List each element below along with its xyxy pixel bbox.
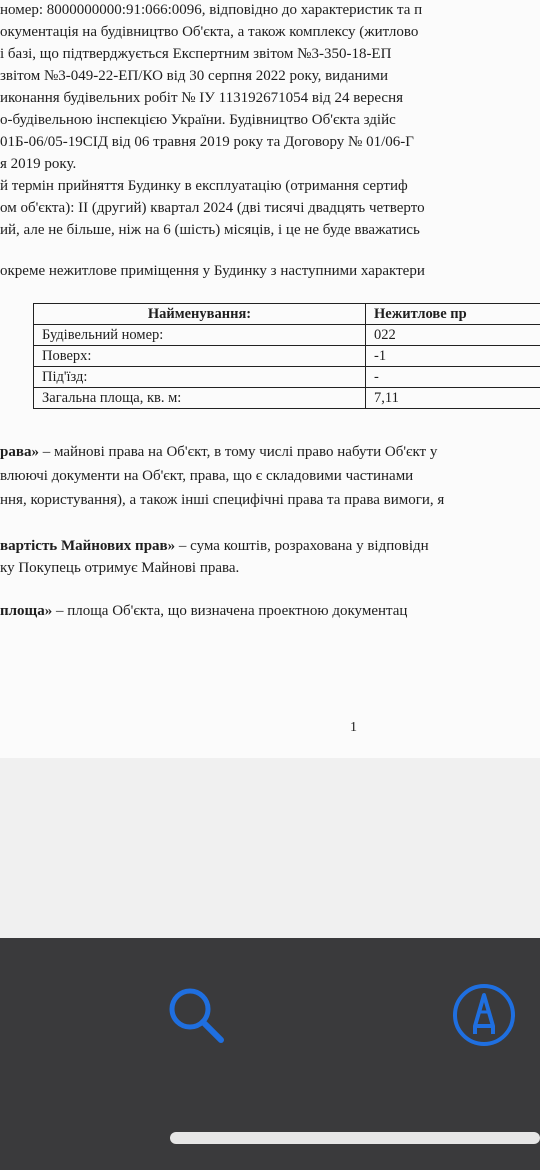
doc-line: окреме нежитлове приміщення у Будинку з наступними характери (0, 263, 425, 279)
table-cell-value: -1 (366, 346, 540, 367)
doc-line: ння, користування), а також інші специфічні права та права вимоги, я (0, 492, 445, 508)
table-cell-name: Будівельний номер: (34, 325, 366, 346)
viewer-background (0, 758, 540, 938)
definition-area (0, 603, 407, 620)
table-row (34, 367, 540, 388)
table-cell-value: 022 (366, 325, 540, 346)
doc-line: окументація на будівництво Об'єкта, а також комплексу (житлово (0, 24, 419, 40)
definition-text: – площа Об'єкта, що визначена проектною документац (52, 603, 408, 619)
doc-line: иконання будівельних робіт № ІУ 113192671054 від 24 вересня (0, 90, 404, 106)
definition-text: – сума коштів, розрахована у відповідн (175, 538, 429, 554)
table-cell-name: Загальна площа, кв. м: (34, 388, 366, 409)
table-cell-name: Під'їзд: (34, 367, 366, 388)
table-cell-value: - (366, 367, 540, 388)
doc-line: ку Покупець отримує Майнові права. (0, 560, 240, 576)
definition-rights-value (0, 538, 429, 555)
doc-line: ом об'єкта): ІІ (другий) квартал 2024 (дві тисячі двадцять четверто (0, 200, 425, 216)
doc-line: і базі, що підтверджується Експертним звітом №3-350-18-ЕП (0, 46, 392, 62)
page-number: 1 (350, 720, 357, 735)
table-header-name: Найменування: (34, 304, 366, 325)
doc-line: 01Б-06/05-19СІД від 06 травня 2019 року та Договору № 01/06-Г (0, 134, 414, 150)
doc-line: номер: 8000000000:91:066:0096, відповідно до характеристик та п (0, 2, 423, 18)
doc-line: ий, але не більше, ніж на 6 (шість) місяців, і це не буде вважатись (0, 222, 420, 238)
table-row (34, 346, 540, 367)
property-table (33, 303, 540, 409)
markup-button[interactable] (451, 982, 517, 1048)
home-indicator[interactable] (170, 1132, 540, 1144)
table-header-value: Нежитлове пр (366, 304, 540, 325)
search-button[interactable] (163, 982, 229, 1048)
definition-text: – майнові права на Об'єкт, в тому числі право набути Об'єкт у (38, 444, 438, 460)
table-cell-value: 7,11 (366, 388, 540, 409)
definition-property-rights (0, 444, 437, 461)
table-row (34, 388, 540, 409)
doc-line: й термін прийняття Будинку в експлуатацію (отримання сертиф (0, 178, 408, 194)
doc-line: звітом №3-049-22-ЕП/КО від 30 серпня 2022 року, виданими (0, 68, 389, 84)
markup-pen-icon (451, 982, 517, 1048)
table-cell-name: Поверх: (34, 346, 366, 367)
doc-line: влюючі документи на Об'єкт, права, що є складовими частинами (0, 468, 414, 484)
definition-term: вартість Майнових прав» (0, 538, 176, 554)
doc-line: я 2019 року. (0, 156, 77, 172)
search-icon (163, 982, 229, 1048)
table-header-row (34, 304, 540, 325)
table-row (34, 325, 540, 346)
doc-line: о-будівельною інспекцією України. Будівництво Об'єкта здійс (0, 112, 396, 128)
definition-term: рава» (0, 444, 39, 460)
definition-term: площа» (0, 603, 53, 619)
